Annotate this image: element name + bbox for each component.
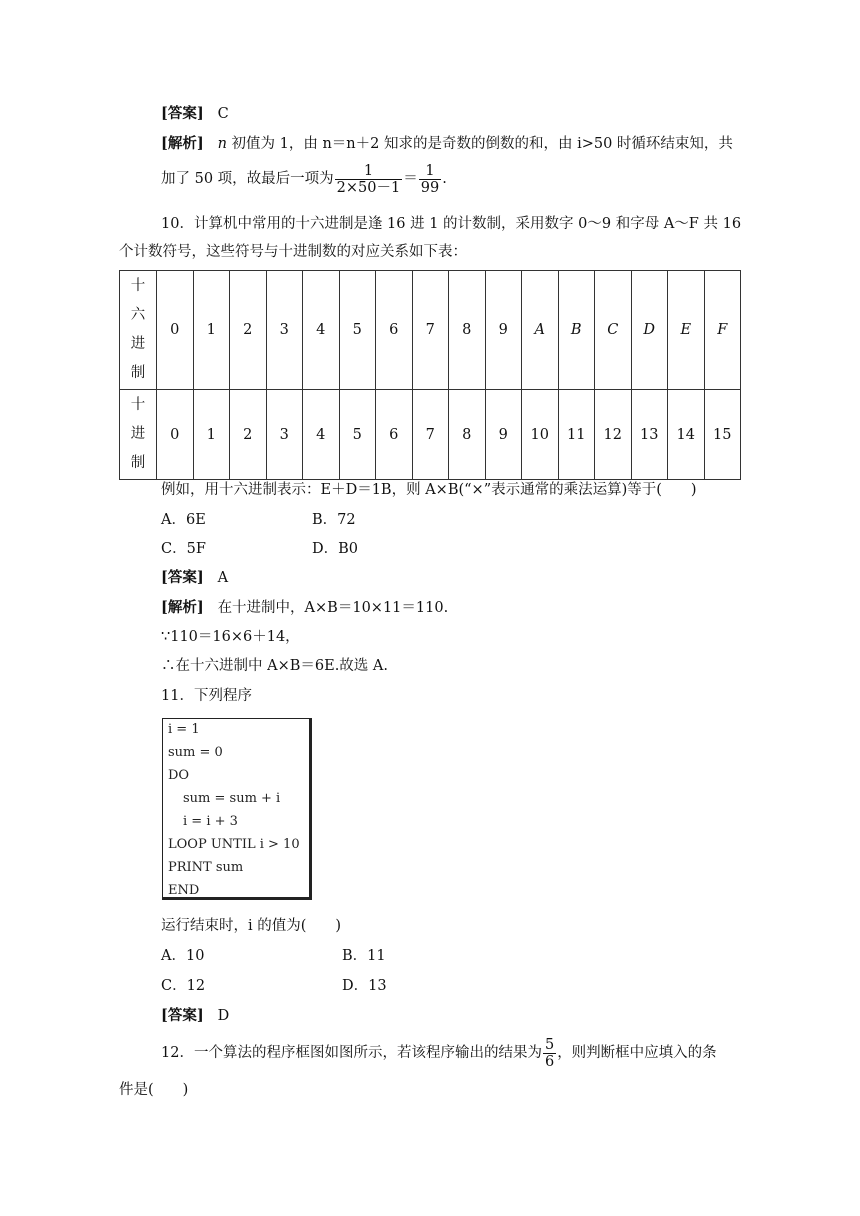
answer-line-q9 <box>161 104 229 124</box>
table-cell: 0 <box>157 271 194 390</box>
q12-stem-line2: 件是( ) <box>119 1082 189 1098</box>
table-cell: 15 <box>704 390 741 480</box>
q12-stem-line1 <box>161 1036 717 1070</box>
q10-example: 例如，用十六进制表示：E＋D＝1B，则 A×B(“×”表示通常的乘法运算)等于( ) <box>161 482 697 498</box>
table-row-hex <box>120 271 741 390</box>
q12-stem-text: 12．一个算法的程序框图如图所示，若该程序输出的结果为 <box>161 1045 542 1061</box>
table-row-decimal <box>120 390 741 480</box>
table-cell: 2 <box>230 390 267 480</box>
code-line: END <box>168 883 200 898</box>
analysis-line-q9 <box>161 134 733 154</box>
option-a: A．6E <box>161 512 206 528</box>
answer-tag: [答案] <box>161 1007 204 1024</box>
table-cell: 3 <box>266 271 303 390</box>
fraction-5-6: $\frac{5}{6}$ <box>544 1036 555 1070</box>
program-code-box <box>162 718 312 900</box>
analysis-tag: [解析] <box>161 599 204 616</box>
row-header-hex: 十 六 进 制 <box>120 271 157 390</box>
table-cell: 4 <box>303 390 340 480</box>
table-cell: C <box>595 271 632 390</box>
answer-line-q10 <box>161 568 228 588</box>
answer-value: C <box>217 106 229 122</box>
equals-sign: ＝ <box>403 171 418 187</box>
analysis-text2: 加了 50 项，故最后一项为 <box>161 171 334 187</box>
fraction-1: $\frac{1}{2\times 50-1}$ <box>336 162 401 196</box>
q11-stem: 11．下列程序 <box>161 688 252 704</box>
q10-stem-line2: 个计数符号，这些符号与十进制数的对应关系如下表： <box>119 244 467 260</box>
analysis-var: n <box>217 136 227 152</box>
analysis-line2-q9: 加了 50 项，故最后一项为 $\frac{1}{2\times 50-1}$ ＝ $\frac{1}{99}$ . <box>161 162 447 196</box>
table-cell: 14 <box>668 390 705 480</box>
analysis-line-q10 <box>161 598 448 618</box>
table-cell: 12 <box>595 390 632 480</box>
answer-value: D <box>217 1008 230 1024</box>
table-cell: F <box>704 271 741 390</box>
option-b: B．72 <box>312 512 356 528</box>
table-cell: 1 <box>193 271 230 390</box>
table-cell: 8 <box>449 390 486 480</box>
table-cell: 1 <box>193 390 230 480</box>
table-cell: 7 <box>412 390 449 480</box>
table-cell: 0 <box>157 390 194 480</box>
table-cell: 9 <box>485 390 522 480</box>
code-line: DO <box>168 768 190 783</box>
analysis-step-3: ∴在十六进制中 A×B＝6E.故选 A. <box>161 658 388 674</box>
table-cell: 10 <box>522 390 559 480</box>
table-cell: B <box>558 271 595 390</box>
q12-stem-text2: ，则判断框中应填入的条 <box>557 1045 717 1061</box>
table-cell: 2 <box>230 271 267 390</box>
table-cell: 9 <box>485 271 522 390</box>
answer-value: A <box>217 570 229 586</box>
code-line: LOOP UNTIL i > 10 <box>168 837 300 852</box>
analysis-text: 在十进制中，A×B＝10×11＝110. <box>217 600 449 616</box>
row-header-decimal: 十 进 制 <box>120 390 157 480</box>
option-b: B．11 <box>342 948 386 964</box>
fraction-2: $\frac{1}{99}$ <box>420 162 440 196</box>
answer-tag: [答案] <box>161 569 204 586</box>
table-cell: 7 <box>412 271 449 390</box>
table-cell: 5 <box>339 271 376 390</box>
option-a: A．10 <box>161 948 205 964</box>
table-cell: E <box>668 271 705 390</box>
table-cell: 3 <box>266 390 303 480</box>
q10-stem-line1: 10．计算机中常用的十六进制是逢 16 进 1 的计数制，采用数字 0～9 和字母 A～F 共 16 <box>161 216 742 232</box>
code-line: PRINT sum <box>168 860 244 875</box>
answer-line-q11 <box>161 1006 229 1026</box>
q11-question: 运行结束时，i 的值为( ) <box>161 918 342 934</box>
analysis-text: 初值为 1，由 n＝n＋2 知求的是奇数的倒数的和，由 i>50 时循环结束知，共 <box>231 136 733 152</box>
table-cell: 4 <box>303 271 340 390</box>
option-d: D．13 <box>342 978 387 994</box>
analysis-tag: [解析] <box>161 135 204 152</box>
table-cell: 11 <box>558 390 595 480</box>
option-c: C．12 <box>161 978 206 994</box>
table-cell: 6 <box>376 390 413 480</box>
table-cell: 5 <box>339 390 376 480</box>
hex-decimal-table <box>119 270 741 480</box>
code-line: sum = sum + i <box>183 791 281 806</box>
table-cell: 8 <box>449 271 486 390</box>
analysis-step-2: ∵110＝16×6＋14， <box>161 629 300 645</box>
table-cell: 6 <box>376 271 413 390</box>
table-cell: 13 <box>631 390 668 480</box>
option-d: D．B0 <box>312 541 359 557</box>
code-line: i = i + 3 <box>183 814 238 829</box>
table-cell: D <box>631 271 668 390</box>
option-c: C．5F <box>161 541 206 557</box>
code-line: i = 1 <box>168 722 200 737</box>
answer-tag: [答案] <box>161 105 204 122</box>
code-line: sum = 0 <box>168 745 223 760</box>
table-cell: A <box>522 271 559 390</box>
